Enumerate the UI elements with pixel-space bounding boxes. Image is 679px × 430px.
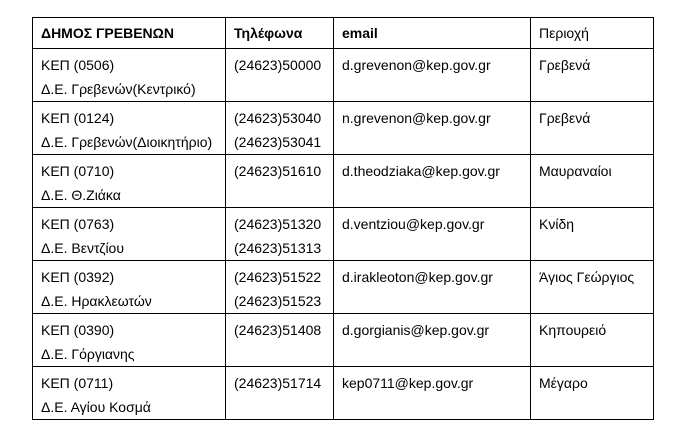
phones-cell bbox=[226, 367, 334, 420]
area-cell bbox=[531, 155, 654, 208]
area-cell bbox=[531, 102, 654, 155]
office-unit: Δ.Ε. Θ.Ζιάκα bbox=[41, 187, 121, 203]
office-unit: Δ.Ε. Ηρακλεωτών bbox=[41, 293, 152, 309]
phone-number: (24623)53040 bbox=[234, 110, 322, 126]
area-cell bbox=[531, 261, 654, 314]
phone-number: (24623)51522 bbox=[234, 269, 322, 285]
table-row bbox=[33, 261, 654, 314]
area-name: Γρεβενά bbox=[539, 57, 591, 73]
table-row bbox=[33, 367, 654, 420]
office-name: ΚΕΠ (0124) bbox=[41, 110, 115, 126]
office-name: ΚΕΠ (0711) bbox=[41, 375, 114, 391]
phone-number: (24623)53041 bbox=[234, 134, 322, 150]
email-address: d.grevenon@kep.gov.gr bbox=[342, 57, 491, 73]
area-name: Μαυραναίοι bbox=[539, 163, 612, 179]
email-cell bbox=[334, 208, 531, 261]
area-name: Κηπουρειό bbox=[539, 322, 607, 338]
email-cell bbox=[334, 102, 531, 155]
office-cell bbox=[33, 314, 226, 367]
email-address: d.ventziou@kep.gov.gr bbox=[342, 216, 485, 232]
email-cell bbox=[334, 367, 531, 420]
email-address: kep0711@kep.gov.gr bbox=[342, 375, 474, 391]
column-header-area: Περιοχή bbox=[531, 18, 654, 49]
phone-number: (24623)51313 bbox=[234, 240, 322, 256]
area-cell bbox=[531, 49, 654, 102]
phones-cell bbox=[226, 155, 334, 208]
email-cell bbox=[334, 49, 531, 102]
office-unit: Δ.Ε. Αγίου Κοσμά bbox=[41, 399, 151, 415]
office-cell bbox=[33, 367, 226, 420]
phone-number: (24623)51408 bbox=[234, 322, 322, 338]
area-cell bbox=[531, 208, 654, 261]
office-unit: Δ.Ε. Γρεβενών(Διοικητήριο) bbox=[41, 134, 213, 150]
column-header-email: email bbox=[334, 18, 531, 49]
kep-contacts-table bbox=[32, 17, 654, 420]
column-header-municipality: ΔΗΜΟΣ ΓΡΕΒΕΝΩΝ bbox=[33, 18, 226, 49]
office-unit: Δ.Ε. Βεντζίου bbox=[41, 240, 124, 256]
phone-number: (24623)51320 bbox=[234, 216, 322, 232]
phone-number: (24623)50000 bbox=[234, 57, 322, 73]
area-name: Άγιος Γεώργιος bbox=[539, 269, 635, 285]
office-name: ΚΕΠ (0392) bbox=[41, 269, 115, 285]
column-header-phones: Τηλέφωνα bbox=[226, 18, 334, 49]
office-name: ΚΕΠ (0763) bbox=[41, 216, 115, 232]
email-address: n.grevenon@kep.gov.gr bbox=[342, 110, 491, 126]
phone-number: (24623)51714 bbox=[234, 375, 322, 391]
phones-cell bbox=[226, 314, 334, 367]
table-row bbox=[33, 102, 654, 155]
email-cell bbox=[334, 155, 531, 208]
phone-number: (24623)51610 bbox=[234, 163, 322, 179]
office-cell bbox=[33, 155, 226, 208]
phones-cell bbox=[226, 49, 334, 102]
phones-cell bbox=[226, 261, 334, 314]
office-name: ΚΕΠ (0710) bbox=[41, 163, 115, 179]
area-cell bbox=[531, 367, 654, 420]
table-row bbox=[33, 49, 654, 102]
office-name: ΚΕΠ (0390) bbox=[41, 322, 115, 338]
email-address: d.gorgianis@kep.gov.gr bbox=[342, 322, 490, 338]
email-cell bbox=[334, 314, 531, 367]
office-cell bbox=[33, 208, 226, 261]
email-cell bbox=[334, 261, 531, 314]
office-name: ΚΕΠ (0506) bbox=[41, 57, 115, 73]
phones-cell bbox=[226, 102, 334, 155]
table-row bbox=[33, 208, 654, 261]
table-row bbox=[33, 155, 654, 208]
office-cell bbox=[33, 49, 226, 102]
office-cell bbox=[33, 102, 226, 155]
office-unit: Δ.Ε. Γόργιανης bbox=[41, 346, 135, 362]
header-row bbox=[33, 18, 654, 49]
email-address: d.irakleoton@kep.gov.gr bbox=[342, 269, 493, 285]
email-address: d.theodziaka@kep.gov.gr bbox=[342, 163, 500, 179]
area-name: Γρεβενά bbox=[539, 110, 591, 126]
office-unit: Δ.Ε. Γρεβενών(Κεντρικό) bbox=[41, 81, 196, 97]
phone-number: (24623)51523 bbox=[234, 293, 322, 309]
area-name: Κνίδη bbox=[539, 216, 575, 232]
phones-cell bbox=[226, 208, 334, 261]
table-row bbox=[33, 314, 654, 367]
area-cell bbox=[531, 314, 654, 367]
area-name: Μέγαρο bbox=[539, 375, 588, 391]
office-cell bbox=[33, 261, 226, 314]
